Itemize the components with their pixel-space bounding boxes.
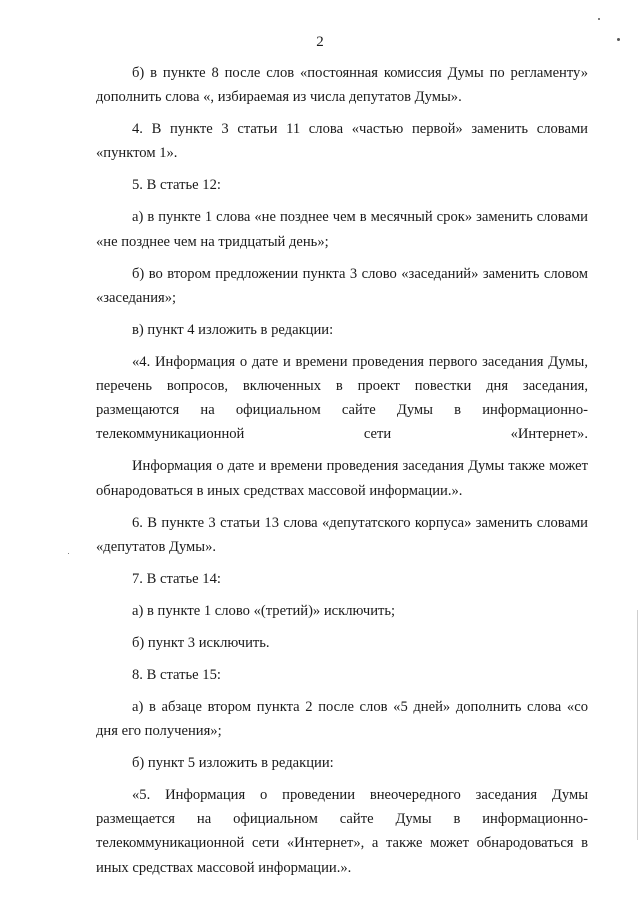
scan-speck <box>68 553 69 554</box>
paragraph: а) в пункте 1 слово «(третий)» исключить; <box>132 602 396 619</box>
paragraph: в) пункт 4 изложить в редакции: <box>132 321 334 338</box>
paragraph: 8. В статье 15: <box>132 666 221 683</box>
paragraph: Информация о дате и времени проведения заседания Думы также может обнародоваться в иных средствах массовой информации.». <box>96 458 588 499</box>
scan-speck <box>598 18 600 20</box>
paragraph: б) во втором предложении пункта 3 слово «заседаний» заменить словом «заседания»; <box>96 265 588 306</box>
paragraph: б) в пункте 8 после слов «постоянная комиссия Думы по регламенту» дополнить слова «, избираемая из числа депутатов Думы». <box>96 65 588 106</box>
paragraph: 6. В пункте 3 статьи 13 слова «депутатского корпуса» заменить словами «депутатов Думы». <box>96 514 588 555</box>
document-body <box>96 61 588 880</box>
paragraph: 5. В статье 12: <box>132 177 221 194</box>
paragraph: б) пункт 3 исключить. <box>132 634 270 651</box>
paragraph: а) в абзаце втором пункта 2 после слов «5 дней» дополнить слова «со дня его получения»; <box>96 698 588 740</box>
paragraph: б) пункт 5 изложить в редакции: <box>132 755 334 772</box>
paragraph: 4. В пункте 3 статьи 11 слова «частью первой» заменить словами «пунктом 1». <box>96 121 588 162</box>
paragraph: «5. Информация о проведении внеочередного заседания Думы размещается на официальном сайте Думы в информационно-телекоммуникационной сети «Интернет», а также может обнародоваться в иных средствах массовой информации.». <box>96 787 588 876</box>
scan-speck <box>617 38 620 41</box>
paragraph: а) в пункте 1 слова «не позднее чем в месячный срок» заменить словами «не позднее чем на тридцатый день»; <box>96 209 588 250</box>
paragraph: «4. Информация о дате и времени проведения первого заседания Думы, перечень вопросов, включенных в проект повестки дня заседания, размещаются на официальном сайте Думы в информационно-телекоммуникационной сети «Интернет». <box>96 353 588 443</box>
scan-edge-line <box>637 610 638 840</box>
page-number: 2 <box>316 34 324 50</box>
paragraph: 7. В статье 14: <box>132 570 221 587</box>
